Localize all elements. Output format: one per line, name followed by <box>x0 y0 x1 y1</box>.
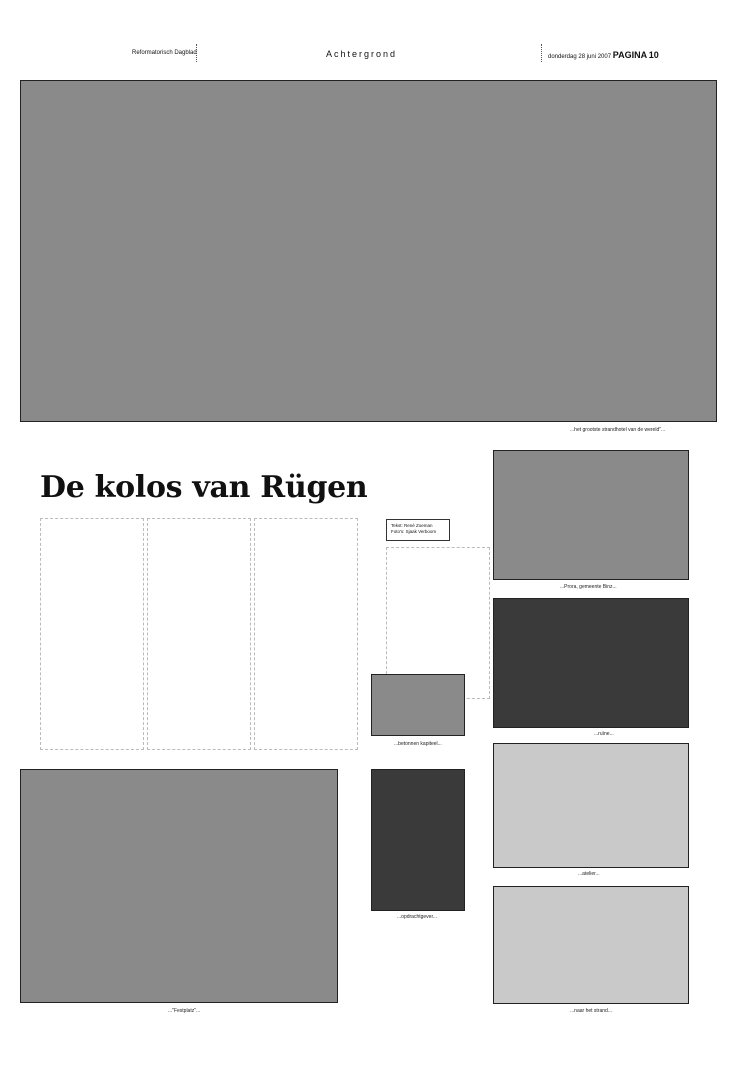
patron-caption: ...opdrachtgever... <box>397 914 438 920</box>
capital-caption: ...betonnen kapiteel... <box>394 741 442 747</box>
atelier-photo <box>493 743 689 868</box>
prora-caption: ...Prora, gemeente Binz... <box>560 584 617 590</box>
credit-box <box>386 519 450 541</box>
credit-text: Tekst: René Zoeman <box>391 523 433 528</box>
atelier-caption: ...atelier... <box>578 871 600 877</box>
prora-mural-photo <box>493 450 689 580</box>
ruins-caption: ...ruïne... <box>594 731 614 737</box>
article-column-1 <box>40 518 144 750</box>
festplatz-photo <box>20 769 338 1003</box>
beach-caption: ...naar het strand... <box>570 1008 612 1014</box>
article-column-3 <box>254 518 358 750</box>
article-column-2 <box>147 518 251 750</box>
newspaper-name: Reformatorisch Dagblad <box>132 50 197 56</box>
date-line <box>548 50 659 60</box>
header-divider <box>541 44 542 62</box>
festplatz-caption: ..."Festplatz"... <box>168 1008 201 1014</box>
hero-photo <box>20 80 717 422</box>
hero-caption: ...het grootste strandhotel van de wereld"... <box>570 427 666 433</box>
page-label: PAGINA <box>612 50 648 60</box>
column-capital-photo <box>371 674 465 736</box>
ruins-photo <box>493 598 689 728</box>
date-text: donderdag 28 juni 2007 <box>548 54 612 60</box>
section-title: Achtergrond <box>326 49 398 59</box>
page-number: 10 <box>648 50 659 60</box>
header-divider <box>196 44 197 62</box>
article-headline: De kolos van Rügen <box>40 470 368 505</box>
patron-portrait-photo <box>371 769 465 911</box>
beach-access-photo <box>493 886 689 1004</box>
credit-photo: Foto's: Sjaak Verboom <box>391 529 437 535</box>
